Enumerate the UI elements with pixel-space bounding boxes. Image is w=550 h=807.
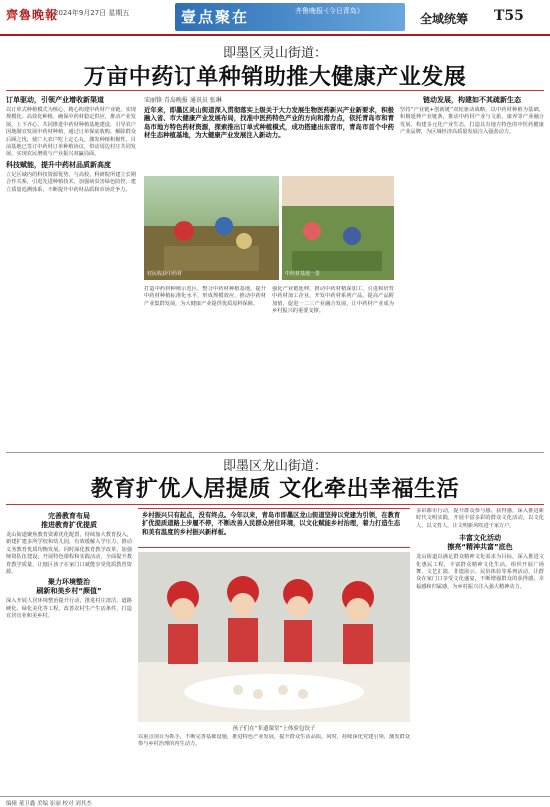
story1-body-2: 立足区域内的科技资源优势，与高校、科研院所建立长期合作关系，引进先进种植技术，加强病虫害绿色防控，建立质量追溯体系，不断提升中药材品质和市场竞争力。 bbox=[6, 171, 136, 193]
story2-body-4: 多彩都市行动，提升群众参与感、获得感，深入推进新时代文明实践，开展丰富多彩的群众文化活动，以文化人、以文育人，让文明新风吹进千家万户。 bbox=[416, 508, 544, 529]
story1-body-5: 坚持“产业链+创新链”双轮驱动战略，以中药材种植为基础，积极延伸产业链条，推动中药材产业与文旅、康养等产业融合发展，构建多元化产业生态，打造具有地方特色的中医药健康产业品牌，为区域经济高质量发展注入强劲动力。 bbox=[400, 107, 544, 136]
story1-byline: 宋丽锋 青岛晚报 通讯员 张琳 bbox=[144, 97, 222, 104]
story2-subhead-3: 丰富文化活动 擦亮“精神共富”底色 bbox=[447, 534, 513, 552]
story1-subhead-1: 订单驱动，引领产业增收新渠道 bbox=[6, 96, 104, 104]
story2-rule bbox=[6, 504, 544, 505]
story2-body-1: 龙山街道聚焦教育资源优化配置，持续加大教育投入，新建扩建多所学校和幼儿园，有效缓解入学压力，推动义务教育优质均衡发展。同时深化教育教学改革，加强师资队伍建设，开展特色课程和实践活动，全面提升教育教学质量，让辖区孩子在家门口就能享受优质教育资源。 bbox=[6, 532, 132, 576]
story1-headline: 万亩中药订单种销助推大健康产业发展 bbox=[83, 64, 467, 90]
story1-subhead-3: 链动发展，构建如不其疏新生态 bbox=[423, 96, 521, 104]
banner-subtitle: 齐鲁晚报·《今日青岛》 bbox=[295, 7, 364, 15]
story1-body-1: 以订单式种植模式为核心，精心构建中药材产业链，实现规模化、高效化种植，确保中药材稳定供应，推动产业发展。上下齐心，共同推进中药材种植基地建设，引导农户因地制宜发展中药材种植，通过订单保底收购，解除群众后顾之忧，使广大农户吃上定心丸，激发种植积极性。目前基地已签订中药材订单种植协议，带动周边村庄共同发展，实现农民增收与产业振兴双赢局面。 bbox=[6, 107, 136, 158]
page-footer: 编辑 董卫鑫 美编 崔丽 校对 刘其杰 bbox=[0, 796, 550, 807]
story1-column-2 bbox=[144, 286, 266, 449]
story2-column-1 bbox=[6, 510, 132, 792]
page-number: T55 bbox=[494, 8, 524, 24]
story2-body-5: 龙山街道以满足群众精神文化需求为目标，深入推进文化惠民工程，丰富群众精神文化生活。组织开展广场舞、文艺汇演、非遗展示、民俗体验等系列活动，让群众在家门口享受文化盛宴，不断增强群众的获得感、幸福感和归属感，为乡村振兴注入强大精神动力。 bbox=[416, 554, 544, 590]
story1-photo-2-caption: 中药材基地一景 bbox=[285, 271, 321, 277]
story2-subhead-2: 聚力环境整治 刷新和美乡村“颜值” bbox=[36, 578, 102, 596]
kids-dumpling-photo-image bbox=[138, 552, 410, 722]
story-divider bbox=[6, 452, 544, 453]
story2-column-4 bbox=[416, 508, 544, 792]
story1-body-3: 打造中药材种植示范区，整合中药材种植基地，提升中药材种植标准化水平，形成规模效应，推动中药材产业集群发展，为大健康产业提供优质原料保障。 bbox=[144, 286, 266, 307]
story2-body-2: 深入开展人居环境整治提升行动，推进村庄清洁、道路硬化、绿化美化等工程，改善农村生产生活条件，打造宜居宜业和美乡村。 bbox=[6, 598, 132, 620]
story1-column-1 bbox=[6, 94, 136, 449]
story1-photo-1 bbox=[144, 176, 279, 280]
story1-lead: 近年来，即墨区灵山街道深入贯彻落实上级关于大力发展生物医药新兴产业新要求，积极融入省、市大健康产业发展布局，找准中医药特色产业的方向和潜力点，依托青岛市和青岛市地方特色药材资源，探索推出订单式种植模式，成功搭建出东营市，青岛市首个中药材生态种植基地，为大健康产业发展注入新动力。 bbox=[144, 106, 394, 140]
story1-rule bbox=[6, 90, 544, 91]
banner-title: 壹点聚在 bbox=[181, 8, 250, 26]
story2-lead: 乡村振兴只有起点，没有终点。今年以来，青岛市即墨区龙山街道坚持以党建为引领，在教育扩优提质道路上步履不停，不断改善人民群众居住环境，以文化赋能乡村治理，着力打造生态和美有温度的乡村振兴新样板。 bbox=[138, 508, 410, 548]
newspaper-logo: 齊魯晚報 bbox=[6, 8, 59, 22]
story1-photo-1-caption: 村民收获中药材 bbox=[147, 271, 183, 277]
story1-subhead-2: 科技赋能，提升中药材品质新高度 bbox=[6, 160, 111, 169]
story1-photo-2 bbox=[282, 176, 394, 280]
story2-headline: 教育扩优人居提质 文化牵出幸福生活 bbox=[90, 476, 460, 502]
story2-photo bbox=[138, 552, 410, 722]
story2-photo-caption: 孩子们在“非遗课堂”上体验包饺子 bbox=[232, 726, 316, 732]
masthead bbox=[0, 0, 550, 36]
story1-column-4 bbox=[400, 94, 544, 449]
farm-photo-image bbox=[144, 176, 279, 280]
story1-kicker: 即墨区灵山街道： bbox=[222, 46, 327, 61]
field-photo-image bbox=[282, 176, 394, 280]
story2-body-3: 以重点项目为抓手，不断完善基础设施，推进特色产业发展，提升群众生活品质。同时，持续深化党建引领，激发群众参与乡村治理的内生动力。 bbox=[138, 734, 410, 748]
issue-date: 2024年9月27日 星期五 bbox=[54, 9, 130, 17]
story2-column-3 bbox=[138, 734, 410, 792]
promo-banner bbox=[175, 3, 405, 31]
story2-kicker: 即墨区龙山街道： bbox=[222, 459, 327, 474]
story2-subhead-1: 完善教育布局 推进教育扩优提质 bbox=[41, 512, 97, 529]
story1-body-4: 强化产业链延伸，推动中药材精深加工，引进和培育中药材加工企业，开发中药材系列产品，提高产品附加值，促进一二三产业融合发展，让中药材产业成为乡村振兴的重要支撑。 bbox=[272, 286, 394, 315]
section-name: 全域统筹 bbox=[420, 12, 469, 26]
story1-column-3 bbox=[272, 286, 394, 449]
